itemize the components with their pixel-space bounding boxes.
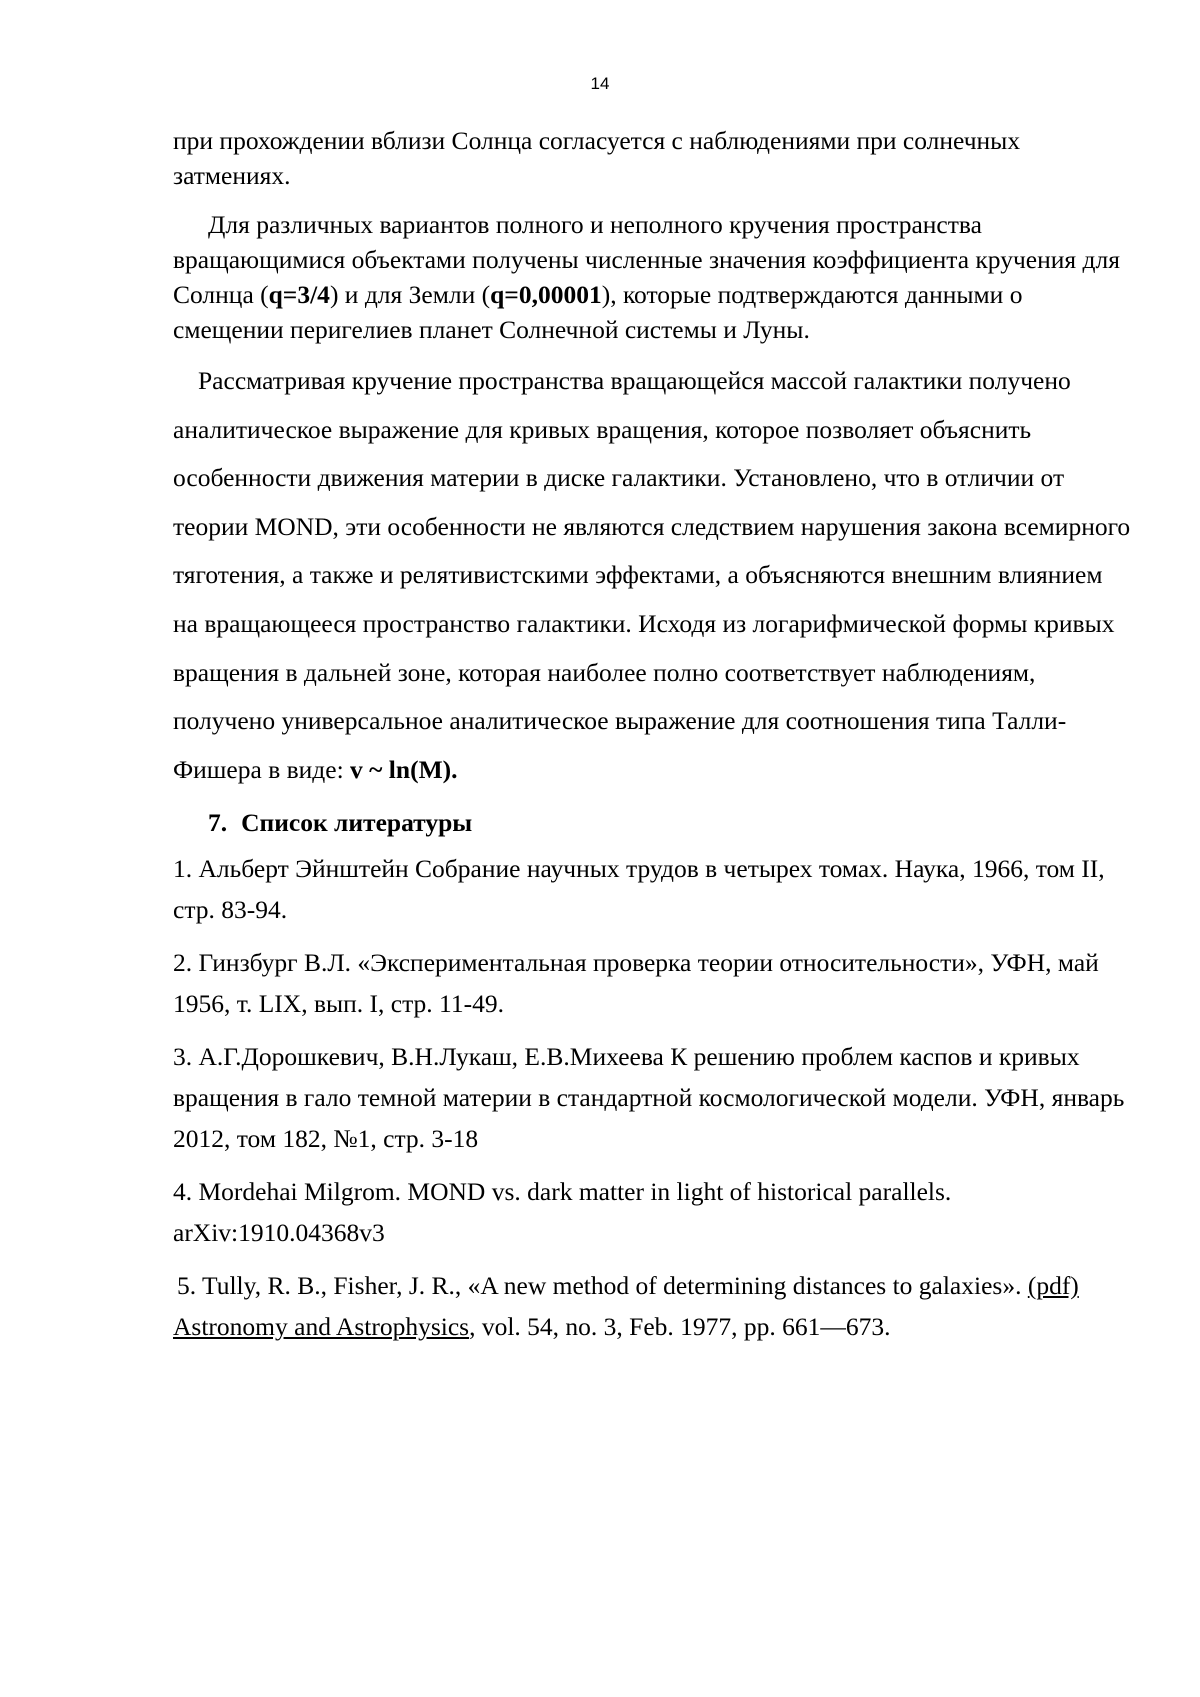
paragraph-torsion-coefficients (173, 207, 1133, 347)
document-body (173, 123, 1133, 1359)
coefficient-earth: q=0,00001 (490, 280, 602, 309)
paragraph-text: Для различных вариантов полного и неполного кручения пространства вращающимися объектами получены численные значения коэффициента кручения для Солнца ( (173, 210, 1120, 309)
reference-5 (173, 1265, 1133, 1347)
page-number: 14 (0, 74, 1200, 94)
reference-2: 2. Гинзбург В.Л. «Экспериментальная проверка теории относительности», УФН, май 1956, т. LIX, вып. I, стр. 11-49. (173, 942, 1133, 1024)
reference-text: , vol. 54, no. 3, Feb. 1977, pp. 661—673. (469, 1312, 890, 1341)
paragraph-text: ), которые подтверждаются данными о смещении перигелиев планет Солнечной системы и Луны. (173, 280, 1022, 344)
section-heading (208, 804, 1133, 842)
pdf-link[interactable]: (pdf) (1028, 1271, 1079, 1300)
reference-4: 4. Mordehai Milgrom. MOND vs. dark matter in light of historical parallels. arXiv:1910.04368v3 (173, 1171, 1133, 1253)
paragraph-rotation-curves (173, 357, 1133, 794)
paragraph-text: ) и для Земли ( (330, 280, 490, 309)
journal-link[interactable]: Astronomy and Astrophysics (173, 1312, 469, 1341)
tully-fisher-formula: v ~ ln(M). (350, 755, 457, 784)
reference-text: 5. Tully, R. B., Fisher, J. R., «A new method of determining distances to galaxies». (177, 1271, 1028, 1300)
paragraph-solar-eclipse: при прохождении вблизи Солнца согласуется с наблюдениями при солнечных затмениях. (173, 123, 1133, 193)
section-title: Список литературы (241, 808, 472, 837)
section-number: 7. (208, 808, 227, 837)
paragraph-text: Рассматривая кручение пространства вращающейся массой галактики получено аналитическое выражение для кривых вращения, которое позволяет объяснить особенности движения материи в диске галактики. Установлено, что в отличии от теории MOND, эти особенности не являются следствием нарушения закона всемирного тяготения, а также и релятивистскими эффектами, а объясняются внешним влиянием на вращающееся пространство галактики. Исходя из логарифмической формы кривых вращения в дальней зоне, которая наиболее полно соответствует наблюдениям, получено универсальное аналитическое выражение для соотношения типа Талли-Фишера в виде: (173, 366, 1130, 784)
reference-1: 1. Альберт Эйнштейн Собрание научных трудов в четырех томах. Наука, 1966, том II, стр. 83-94. (173, 848, 1133, 930)
coefficient-sun: q=3/4 (269, 280, 330, 309)
reference-3: 3. А.Г.Дорошкевич, В.Н.Лукаш, Е.В.Михеева К решению проблем каспов и кривых вращения в гало темной материи в стандартной космологической модели. УФН, январь 2012, том 182, №1, стр. 3-18 (173, 1036, 1133, 1159)
